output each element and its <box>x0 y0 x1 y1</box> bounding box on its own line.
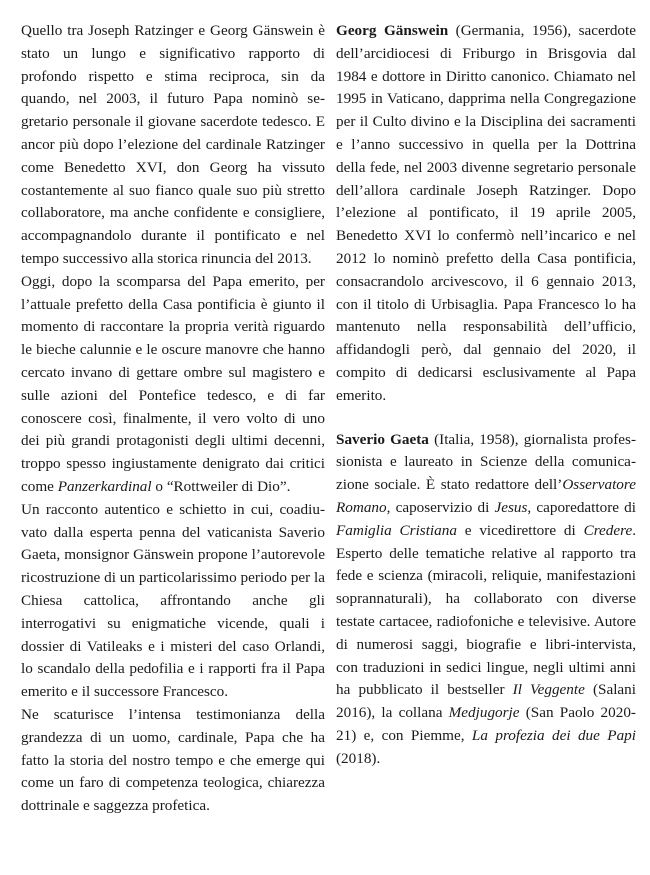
synopsis-paragraph <box>21 704 325 818</box>
text-run: Un racconto autentico e schietto in cui, coadiuvato dalla esperta penna del vaticanista Saverio Gaeta, monsignor Gänswein propone l’autorevole ricostruzione di un particolarissimo periodo per la Chiesa cattolica, affrontando anche gli interrogativi su enigmatiche vicende, quali i dossier di Vatileaks e i misteri del caso Orlandi, lo scandalo della pedofilia e i rapporti fra il Papa emerito e il successore Francesco. <box>21 500 325 701</box>
synopsis-paragraph <box>21 20 325 271</box>
italic-title: Credere <box>583 521 633 539</box>
italic-title: Jesus <box>494 498 528 516</box>
text-run: (2018). <box>336 749 381 767</box>
text-run: e vicedirettore di <box>456 521 584 539</box>
text-run: o “Rottweiler di Dio”. <box>151 477 291 495</box>
text-run: , caposervizio di <box>386 498 495 516</box>
text-run: (San Paolo 2020-21) e, con Piemme, <box>336 704 636 744</box>
text-run: Oggi, dopo la scomparsa del Papa emerito, per l’attuale prefetto della Casa pontificia è giunto il momento di raccontare la propria verità riguardo le bieche calunnie e le oscure manovre che hanno cercato invano di gettare ombre sul magistero e sulle azioni del Pontefice tedesco, e di far conoscere così, finalmente, il vero volto di uno dei più grandi protagonisti degli ultimi decenni, troppo spesso ingiustamente denigrato dai critici come <box>21 272 325 495</box>
text-run: Ne scaturisce l’intensa testimonianza della grandezza di un uomo, cardinale, Papa che ha fatto la storia del nostro tempo e che emerge qui come un faro di competenza teologica, chiarezza dottrinale e saggezza profetica. <box>21 705 325 815</box>
text-run: Quello tra Joseph Ratzinger e Georg Gänswein è stato un lungo e significativo rapporto di profondo rispetto e stima reciproca, sin da quando, nel 2003, il futuro Papa nominò segretario personale il giovane sacerdote tedesco. E ancor più dopo l’elezione del cardinale Ratzinger come Benedetto XVI, don Georg ha vissuto costantemente al suo fianco quale suo più stretto collaboratore, ma anche confidente e consigliere, accompagnandolo durante il pontificato e nel tempo successivo alla storica rinuncia del 2013. <box>21 22 325 267</box>
synopsis-paragraph <box>21 271 325 499</box>
text-run: , caporedattore di <box>527 498 636 516</box>
italic-title: La profezia dei due Papi <box>471 726 636 744</box>
author-name: Georg Gänswein <box>336 22 449 39</box>
synopsis-column <box>21 20 325 818</box>
text-run: . Esperto delle tematiche relative al rapporto tra fede e scienza (miracoli, reliquie, manifestazioni soprannaturali), ha collaborato con diverse testate cartacee, radiofoniche e televisive. Autore di numerosi saggi, biografie e libri-intervista, con traduzioni in sedici lingue, negli ultimi anni ha pubblicato il bestseller <box>336 521 637 699</box>
author-name: Saverio Gaeta <box>336 430 429 448</box>
italic-title: Panzerkardinal <box>57 477 152 495</box>
synopsis-paragraph <box>21 499 325 704</box>
italic-title: Medjugorje <box>448 704 520 722</box>
text-run: (Salani 2016), la collana <box>336 681 636 722</box>
author-bio-paragraph <box>336 20 636 408</box>
italic-title: Famiglia Cristiana <box>336 521 457 539</box>
italic-title: Il Veggente <box>512 681 585 699</box>
text-run: (Italia, 1958), giornalista professionista e laureato in Scienze della comunicazione sociale. È stato redattore dell’ <box>336 430 636 494</box>
author-bio-paragraph <box>336 429 636 771</box>
author-bios-column <box>336 20 636 771</box>
italic-title: Osservatore Romano <box>336 476 636 516</box>
text-run: (Germania, 1956), sacerdote dell’arcidiocesi di Friburgo in Brisgovia dal 1984 e dottore in Diritto canonico. Chiamato nel 1995 in Vaticano, dapprima nella Congregazione per il Culto divino e la Disciplina dei sacramenti e l’anno successivo in quella per la Dottrina della fede, nel 2003 divenne segretario personale dell’allora cardinale Joseph Ratzinger. Dopo l’elezione al pontificato, il 19 aprile 2005, Benedetto XVI lo confermò nell’incarico e nel 2012 lo nominò prefetto della Casa pontificia, consacrandolo arcivescovo, il 6 gennaio 2013, con il titolo di Urbisaglia. Papa Francesco lo ha mantenuto nella responsabilità dell’ufficio, affidandogli però, dal gennaio del 2020, il compito di dedicarsi esclusivamente al Papa emerito. <box>336 22 636 404</box>
